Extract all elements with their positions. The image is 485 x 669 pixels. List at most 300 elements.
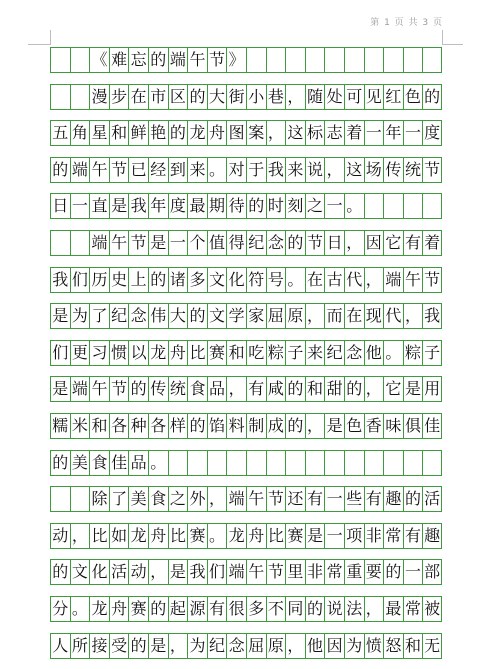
grid-cell: 纪	[207, 634, 227, 658]
grid-cell: 学	[226, 304, 246, 328]
grid-cell: 非	[364, 524, 384, 548]
grid-cell: 人	[50, 634, 70, 658]
manuscript-row	[50, 193, 442, 219]
grid-cell: 年	[383, 121, 403, 145]
grid-cell: ，	[285, 85, 305, 109]
grid-cell: ，	[70, 524, 90, 548]
grid-cell: 度	[168, 194, 188, 218]
grid-cell: 里	[285, 560, 305, 584]
grid-cell: 有	[364, 487, 384, 511]
grid-cell: 在	[128, 85, 148, 109]
grid-cell	[422, 194, 442, 218]
grid-cell: ，	[148, 560, 168, 584]
grid-cell: 和	[403, 634, 423, 658]
grid-cell: 品	[128, 451, 148, 475]
grid-cell: 屈	[266, 304, 286, 328]
grid-cell: 怒	[383, 634, 403, 658]
grid-cell: 直	[89, 194, 109, 218]
grid-cell: 佳	[109, 451, 129, 475]
grid-cell: 忘	[128, 48, 148, 72]
grid-cell	[403, 451, 423, 475]
grid-cell: 常	[324, 560, 344, 584]
grid-cell: 俱	[403, 414, 423, 438]
grid-cell: 有	[207, 597, 227, 621]
grid-cell: 了	[89, 304, 109, 328]
grid-cell: 们	[70, 268, 90, 292]
grid-cell	[305, 451, 325, 475]
grid-cell: 区	[168, 85, 188, 109]
grid-cell: 的	[187, 304, 207, 328]
grid-cell	[70, 231, 90, 255]
grid-cell	[70, 85, 90, 109]
grid-cell: 一	[403, 121, 423, 145]
grid-cell: 之	[305, 194, 325, 218]
grid-cell: 同	[285, 597, 305, 621]
grid-cell: ，	[364, 597, 384, 621]
grid-cell: 了	[109, 487, 129, 511]
grid-cell: 比	[89, 524, 109, 548]
grid-cell: 经	[148, 158, 168, 182]
grid-cell: 端	[70, 158, 90, 182]
grid-cell: 们	[50, 341, 70, 365]
grid-cell: 个	[187, 231, 207, 255]
grid-cell: 念	[344, 341, 364, 365]
grid-cell: 在	[344, 304, 364, 328]
grid-cell: 如	[109, 524, 129, 548]
grid-cell: 端	[168, 48, 188, 72]
grid-cell: 家	[246, 304, 266, 328]
grid-cell: 得	[226, 231, 246, 255]
grid-cell: 是	[148, 634, 168, 658]
grid-cell: 无	[422, 634, 442, 658]
manuscript-row	[50, 559, 442, 585]
grid-cell: 传	[148, 377, 168, 401]
grid-cell: 因	[364, 231, 384, 255]
grid-cell: 我	[50, 268, 70, 292]
grid-cell: 《	[89, 48, 109, 72]
grid-cell: 之	[168, 487, 188, 511]
grid-cell: ，	[207, 487, 227, 511]
grid-cell: 龙	[89, 597, 109, 621]
grid-cell: 这	[344, 158, 364, 182]
grid-cell: ，	[403, 304, 423, 328]
grid-cell: 一	[324, 194, 344, 218]
grid-cell: 端	[70, 377, 90, 401]
grid-cell: 到	[168, 158, 188, 182]
grid-cell	[50, 85, 70, 109]
grid-cell: 的	[148, 268, 168, 292]
grid-cell: 粽	[266, 341, 286, 365]
grid-cell: ，	[305, 304, 325, 328]
grid-cell: 是	[324, 414, 344, 438]
grid-cell: 很	[226, 597, 246, 621]
grid-cell: 为	[344, 634, 364, 658]
grid-cell: 美	[70, 451, 90, 475]
grid-cell: 伟	[148, 304, 168, 328]
grid-cell: 和	[109, 121, 129, 145]
grid-cell: 。	[207, 524, 227, 548]
grid-cell: 角	[70, 121, 90, 145]
grid-cell: 是	[168, 560, 188, 584]
grid-cell: 多	[187, 268, 207, 292]
grid-cell: 的	[285, 377, 305, 401]
grid-cell: 是	[148, 231, 168, 255]
grid-cell: 号	[266, 268, 286, 292]
grid-cell: 分	[50, 597, 70, 621]
grid-cell: 料	[226, 414, 246, 438]
grid-cell: 节	[207, 48, 227, 72]
grid-cell: 各	[148, 414, 168, 438]
grid-cell: 化	[226, 268, 246, 292]
grid-cell: 念	[226, 634, 246, 658]
margin-corner-mark	[442, 30, 463, 45]
manuscript-row	[50, 596, 442, 622]
grid-cell: 子	[422, 341, 442, 365]
grid-cell: 。	[70, 597, 90, 621]
grid-cell: 们	[207, 560, 227, 584]
grid-cell: 的	[187, 85, 207, 109]
grid-cell: 日	[50, 194, 70, 218]
grid-cell: 子	[285, 341, 305, 365]
grid-cell: 说	[324, 597, 344, 621]
manuscript-row	[50, 413, 442, 439]
grid-cell: 节	[422, 158, 442, 182]
grid-cell: 是	[305, 524, 325, 548]
grid-cell: 部	[422, 560, 442, 584]
grid-cell	[266, 48, 286, 72]
grid-cell: 动	[50, 524, 70, 548]
grid-cell: 处	[324, 85, 344, 109]
grid-cell: 的	[50, 158, 70, 182]
grid-cell	[226, 451, 246, 475]
grid-cell: 活	[422, 487, 442, 511]
grid-cell: 我	[187, 560, 207, 584]
grid-cell: 是	[403, 377, 423, 401]
grid-cell: 要	[364, 560, 384, 584]
grid-cell: 。	[383, 341, 403, 365]
grid-cell: 是	[50, 304, 70, 328]
grid-cell: 食	[148, 487, 168, 511]
grid-cell: 在	[305, 268, 325, 292]
grid-cell: 常	[403, 597, 423, 621]
grid-cell: 期	[207, 194, 227, 218]
grid-cell: 习	[89, 341, 109, 365]
grid-cell	[305, 48, 325, 72]
manuscript-row	[50, 340, 442, 366]
grid-cell: 米	[70, 414, 90, 438]
grid-cell: 美	[128, 487, 148, 511]
grid-cell: 他	[364, 341, 384, 365]
grid-cell: 甜	[324, 377, 344, 401]
grid-cell: 文	[207, 268, 227, 292]
grid-cell: 食	[187, 377, 207, 401]
grid-cell	[383, 48, 403, 72]
grid-cell: 屈	[246, 634, 266, 658]
grid-cell: 趣	[383, 487, 403, 511]
grid-cell: 星	[89, 121, 109, 145]
grid-cell: 的	[285, 414, 305, 438]
grid-cell: 的	[50, 560, 70, 584]
grid-cell: 于	[246, 158, 266, 182]
grid-cell	[246, 48, 266, 72]
grid-cell	[383, 194, 403, 218]
grid-cell: 文	[70, 560, 90, 584]
grid-cell: 难	[109, 48, 129, 72]
grid-cell: 佳	[422, 414, 442, 438]
grid-cell: 》	[226, 48, 246, 72]
grid-cell: 值	[207, 231, 227, 255]
grid-cell: ，	[168, 634, 188, 658]
grid-cell: 被	[422, 597, 442, 621]
grid-cell: 的	[168, 121, 188, 145]
manuscript-row	[50, 230, 442, 256]
grid-cell: 街	[226, 85, 246, 109]
grid-cell: 统	[403, 158, 423, 182]
grid-cell: 一	[324, 487, 344, 511]
grid-cell: 年	[148, 194, 168, 218]
grid-cell	[403, 48, 423, 72]
grid-cell: 纪	[109, 304, 129, 328]
grid-cell: 五	[50, 121, 70, 145]
grid-cell: 志	[324, 121, 344, 145]
grid-cell: 赛	[207, 341, 227, 365]
grid-cell: 节	[128, 231, 148, 255]
grid-cell: ，	[364, 268, 384, 292]
grid-cell: 吃	[246, 341, 266, 365]
grid-cell: 活	[109, 560, 129, 584]
grid-cell	[364, 48, 384, 72]
grid-cell: 午	[246, 560, 266, 584]
grid-cell: 日	[324, 231, 344, 255]
grid-cell	[266, 451, 286, 475]
grid-cell: 随	[305, 85, 325, 109]
grid-cell	[50, 231, 70, 255]
grid-cell: 午	[109, 231, 129, 255]
grid-cell	[187, 451, 207, 475]
grid-cell: 标	[305, 121, 325, 145]
grid-cell: 的	[128, 377, 148, 401]
manuscript-row	[50, 47, 442, 73]
grid-cell: 舟	[168, 341, 188, 365]
grid-cell	[168, 451, 188, 475]
grid-cell: ，	[324, 158, 344, 182]
grid-cell: 非	[305, 560, 325, 584]
grid-cell: 它	[383, 231, 403, 255]
grid-cell: 。	[344, 194, 364, 218]
grid-cell: 馅	[207, 414, 227, 438]
grid-cell: 赛	[285, 524, 305, 548]
grid-cell: 节	[109, 158, 129, 182]
grid-cell: 代	[344, 268, 364, 292]
grid-cell: 的	[128, 634, 148, 658]
grid-cell: 而	[324, 304, 344, 328]
grid-cell: ，	[285, 634, 305, 658]
grid-cell: 我	[266, 158, 286, 182]
grid-cell	[324, 451, 344, 475]
grid-cell: 以	[128, 341, 148, 365]
grid-cell: 午	[89, 158, 109, 182]
grid-cell	[344, 48, 364, 72]
grid-cell: 常	[383, 524, 403, 548]
grid-cell: 制	[246, 414, 266, 438]
grid-cell: 赛	[187, 524, 207, 548]
grid-cell: 已	[128, 158, 148, 182]
grid-cell: 色	[344, 414, 364, 438]
grid-cell: 图	[226, 121, 246, 145]
grid-cell: 咸	[266, 377, 286, 401]
grid-cell: 的	[50, 451, 70, 475]
grid-cell: ，	[305, 414, 325, 438]
grid-cell: 我	[128, 194, 148, 218]
grid-cell: 统	[168, 377, 188, 401]
grid-cell: 红	[383, 85, 403, 109]
grid-cell: ，	[266, 121, 286, 145]
grid-cell: 端	[383, 268, 403, 292]
grid-cell: 舟	[148, 524, 168, 548]
grid-cell: 它	[383, 377, 403, 401]
grid-cell: 重	[344, 560, 364, 584]
grid-cell: 一	[70, 194, 90, 218]
manuscript-row	[50, 267, 442, 293]
grid-cell: 大	[168, 304, 188, 328]
grid-cell	[246, 451, 266, 475]
grid-cell: 节	[422, 268, 442, 292]
grid-cell: 源	[187, 597, 207, 621]
grid-cell: 不	[266, 597, 286, 621]
grid-cell: 更	[70, 341, 90, 365]
grid-cell: 着	[422, 231, 442, 255]
grid-cell: 端	[226, 487, 246, 511]
grid-cell: 舟	[246, 524, 266, 548]
grid-cell: 鲜	[128, 121, 148, 145]
manuscript-row	[50, 84, 442, 110]
grid-cell: 和	[89, 414, 109, 438]
grid-cell: 来	[285, 158, 305, 182]
grid-cell: 接	[89, 634, 109, 658]
grid-cell: 因	[324, 634, 344, 658]
grid-cell: ，	[364, 377, 384, 401]
grid-cell: 午	[187, 48, 207, 72]
grid-cell: 度	[422, 121, 442, 145]
manuscript-grid	[50, 47, 442, 669]
grid-cell: 。	[285, 268, 305, 292]
grid-cell: 上	[128, 268, 148, 292]
grid-cell: 项	[344, 524, 364, 548]
grid-cell: 一	[324, 524, 344, 548]
manuscript-row	[50, 486, 442, 512]
page-number: 第 1 页 共 3 页	[370, 18, 443, 28]
grid-cell: 受	[109, 634, 129, 658]
grid-cell: 起	[168, 597, 188, 621]
grid-cell: 和	[226, 341, 246, 365]
grid-cell: 些	[344, 487, 364, 511]
grid-cell: 的	[148, 48, 168, 72]
grid-cell: 。	[207, 158, 227, 182]
grid-cell: 食	[89, 451, 109, 475]
grid-cell: 最	[383, 597, 403, 621]
grid-cell: 色	[403, 85, 423, 109]
grid-cell: 一	[364, 121, 384, 145]
grid-cell: 念	[266, 231, 286, 255]
grid-cell: 有	[246, 377, 266, 401]
grid-cell: 节	[266, 560, 286, 584]
grid-cell: 节	[305, 231, 325, 255]
grid-cell: 历	[89, 268, 109, 292]
grid-cell: 可	[344, 85, 364, 109]
grid-cell: 的	[305, 597, 325, 621]
grid-cell: 还	[285, 487, 305, 511]
manuscript-row	[50, 303, 442, 329]
grid-cell: 成	[266, 414, 286, 438]
grid-cell: 化	[89, 560, 109, 584]
grid-cell: 史	[109, 268, 129, 292]
grid-cell: 种	[128, 414, 148, 438]
grid-cell: 的	[246, 194, 266, 218]
grid-cell: 市	[148, 85, 168, 109]
grid-cell: 午	[403, 268, 423, 292]
grid-cell	[285, 48, 305, 72]
grid-cell: 动	[128, 560, 148, 584]
grid-cell: 原	[285, 304, 305, 328]
grid-cell: 样	[168, 414, 188, 438]
grid-cell: 惯	[109, 341, 129, 365]
grid-cell	[422, 451, 442, 475]
grid-cell: 的	[148, 597, 168, 621]
manuscript-row	[50, 633, 442, 659]
manuscript-row	[50, 120, 442, 146]
grid-cell: 的	[422, 85, 442, 109]
grid-cell: 他	[305, 634, 325, 658]
grid-cell: 比	[266, 524, 286, 548]
grid-cell: 端	[89, 231, 109, 255]
grid-cell	[344, 451, 364, 475]
grid-cell: 小	[246, 85, 266, 109]
grid-cell: 文	[207, 304, 227, 328]
manuscript-row	[50, 157, 442, 183]
grid-cell: 大	[207, 85, 227, 109]
margin-corner-mark	[28, 30, 51, 45]
grid-cell: ，	[226, 377, 246, 401]
grid-cell: 代	[383, 304, 403, 328]
grid-cell	[207, 451, 227, 475]
grid-cell: 节	[266, 487, 286, 511]
grid-cell: 舟	[207, 121, 227, 145]
grid-cell: 有	[305, 487, 325, 511]
grid-cell: 现	[364, 304, 384, 328]
grid-cell: 的	[383, 560, 403, 584]
grid-cell: 刻	[285, 194, 305, 218]
grid-cell: 是	[109, 194, 129, 218]
grid-cell: 为	[70, 304, 90, 328]
grid-cell	[70, 48, 90, 72]
grid-cell: 比	[168, 524, 188, 548]
grid-cell: 味	[383, 414, 403, 438]
grid-cell	[50, 48, 70, 72]
grid-cell: 待	[226, 194, 246, 218]
grid-cell: 龙	[148, 341, 168, 365]
grid-cell: 的	[285, 231, 305, 255]
grid-cell: 见	[364, 85, 384, 109]
grid-cell: 的	[344, 377, 364, 401]
grid-cell	[324, 48, 344, 72]
grid-cell: 法	[344, 597, 364, 621]
grid-cell: 对	[226, 158, 246, 182]
grid-cell: 时	[266, 194, 286, 218]
grid-cell: 说	[305, 158, 325, 182]
grid-cell	[422, 48, 442, 72]
grid-cell: 案	[246, 121, 266, 145]
grid-cell: 有	[403, 524, 423, 548]
